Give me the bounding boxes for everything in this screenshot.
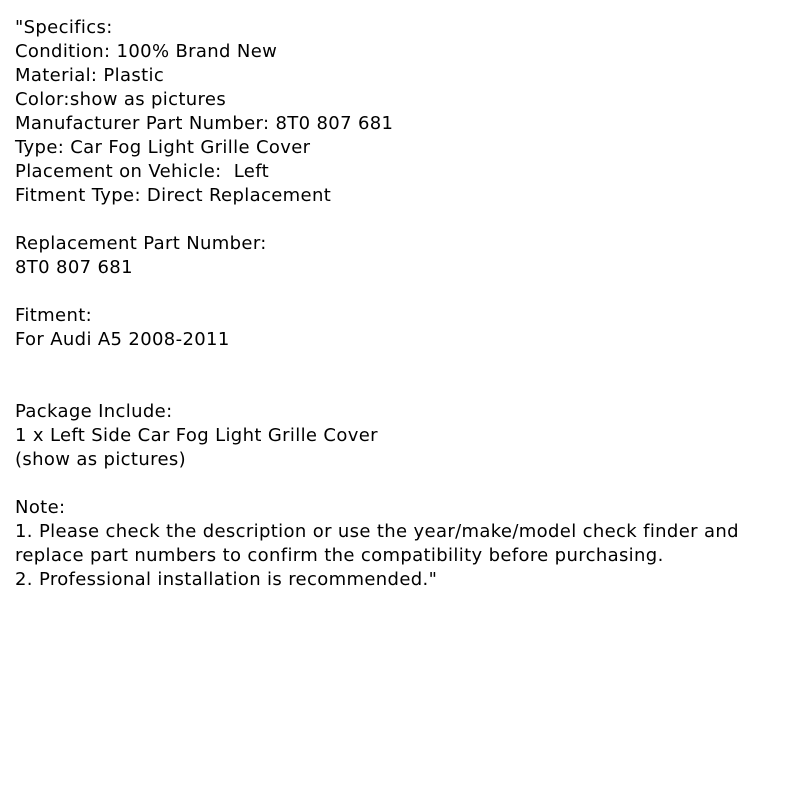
spec-condition: Condition: 100% Brand New <box>15 41 278 62</box>
specifics-heading: "Specifics: <box>15 17 113 38</box>
product-description <box>15 16 790 592</box>
spacer <box>15 376 790 400</box>
note-line-1: 1. Please check the description or use the year/make/model check finder and <box>15 521 739 542</box>
replacement-value: 8T0 807 681 <box>15 257 133 278</box>
package-note: (show as pictures) <box>15 449 186 470</box>
note-line-2: replace part numbers to confirm the compatibility before purchasing. <box>15 545 664 566</box>
package-item: 1 x Left Side Car Fog Light Grille Cover <box>15 425 378 446</box>
spacer <box>15 208 790 232</box>
note-line-3: 2. Professional installation is recommended." <box>15 569 438 590</box>
spec-manufacturer-part-number: Manufacturer Part Number: 8T0 807 681 <box>15 113 394 134</box>
fitment-heading: Fitment: <box>15 305 93 326</box>
replacement-heading: Replacement Part Number: <box>15 233 267 254</box>
spec-placement: Placement on Vehicle: Left <box>15 161 269 182</box>
spec-fitment-type: Fitment Type: Direct Replacement <box>15 185 332 206</box>
spacer <box>15 352 790 376</box>
note-heading: Note: <box>15 497 66 518</box>
spacer <box>15 280 790 304</box>
spec-material: Material: Plastic <box>15 65 165 86</box>
spec-color: Color:show as pictures <box>15 89 227 110</box>
spec-type: Type: Car Fog Light Grille Cover <box>15 137 311 158</box>
spacer <box>15 472 790 496</box>
package-heading: Package Include: <box>15 401 173 422</box>
fitment-value: For Audi A5 2008-2011 <box>15 329 230 350</box>
